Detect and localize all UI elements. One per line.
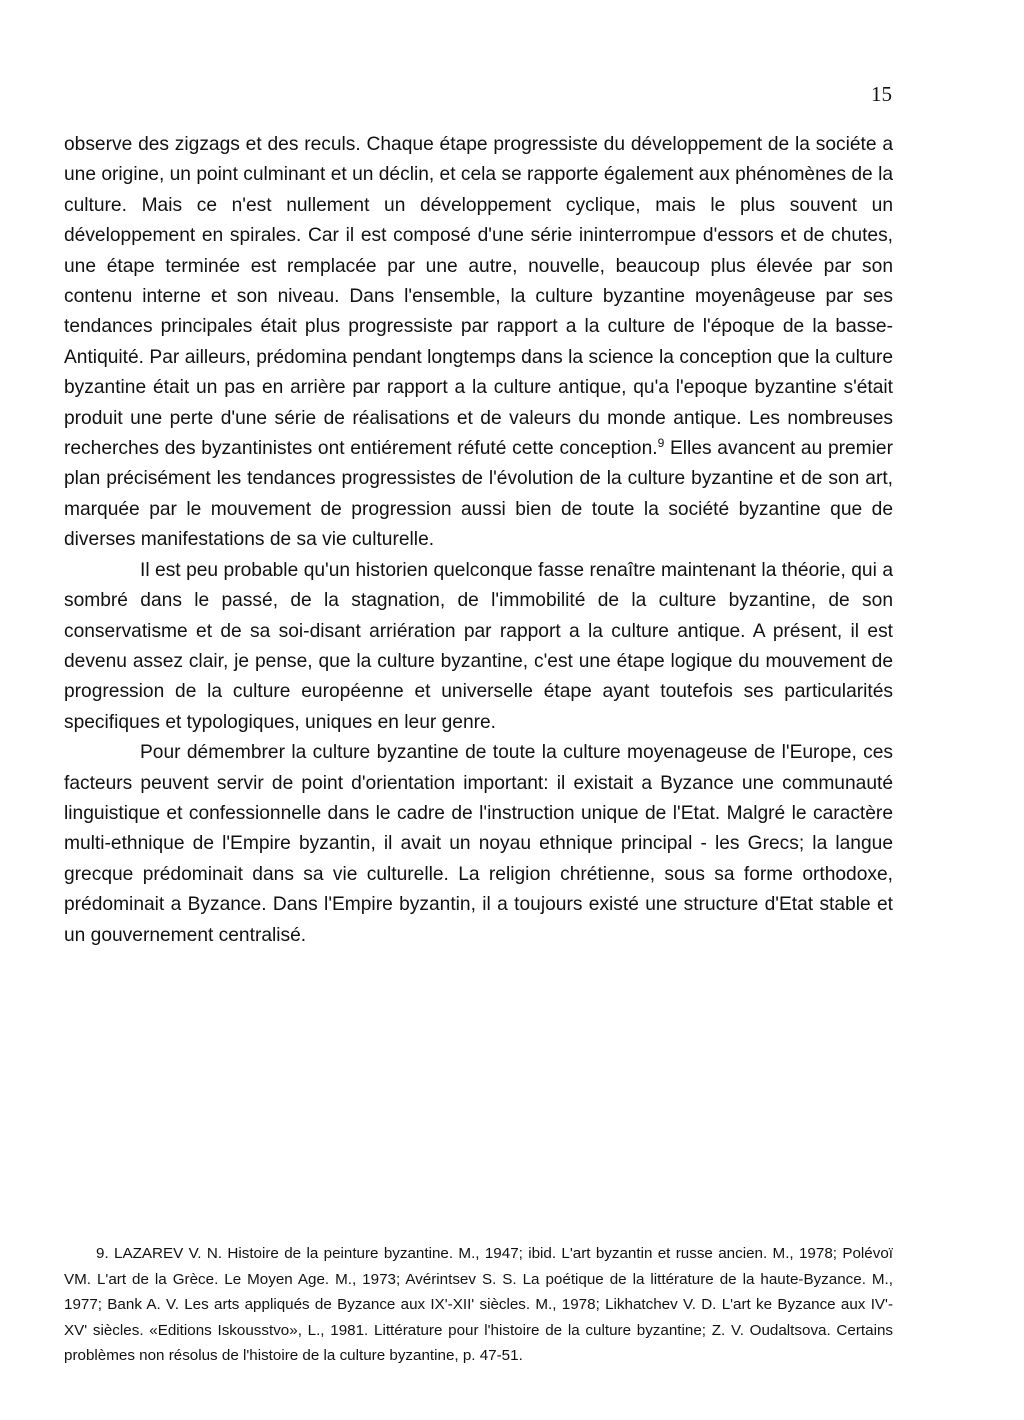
footnote-9: [64, 1241, 893, 1369]
paragraph-3: Pour démembrer la culture byzantine de toute la culture moyenageuse de l'Europe, ces facteurs peuvent servir de point d'orientation important: il existait a Byzance une communauté linguistique et confessionnelle dans le cadre de l'instruction unique de l'Etat. Malgré le caractère multi-ethnique de l'Empire byzantin, il avait un noyau ethnique principal - les Grecs; la langue grecque prédominait dans sa vie culturelle. La religion chrétienne, sous sa forme orthodoxe, prédominait a Byzance. Dans l'Empire byzantin, il a toujours existé une structure d'Etat stable et un gouvernement centralisé.: [64, 742, 893, 946]
footnote-text: LAZAREV V. N. Histoire de la peinture byzantine. M., 1947; ibid. L'art byzantin et russe ancien. M., 1978; Polévoï VM. L'art de la Grèce. Le Moyen Age. M., 1973; Avérintsev S. S. La poétique de la littérature de la haute-Byzance. M., 1977; Bank A. V. Les arts appliqués de Byzance aux IX'-XII' siècles. M., 1978; Likhatchev V. D. L'art ke Byzance aux IV'-XV' siècles. «Editions Iskousstvo», L., 1981. Littérature pour l'histoire de la culture byzantine; Z. V. Oudaltsova. Certains problèmes non résolus de l'histoire de la culture byzantine, p. 47-51.: [64, 1245, 893, 1365]
paragraph-2: Il est peu probable qu'un historien quelconque fasse renaître maintenant la théorie, qui a sombré dans le passé, de la stagnation, de l'immobilité de la culture byzantine, de son conservatisme et de sa soi-disant arriération par rapport a la culture antique. A présent, il est devenu assez clair, je pense, que la culture byzantine, c'est une étape logique du mouvement de progression de la culture européenne et universelle étape ayant toutefois ses particularités specifiques et typologiques, uniques en leur genre.: [64, 559, 893, 733]
body-text: [64, 130, 893, 951]
footnotes: [64, 1241, 893, 1369]
paragraph-1: [64, 130, 893, 556]
page-number: 15: [871, 82, 892, 106]
paragraph-1-text: observe des zigzags et des reculs. Chaque étape progressiste du développement de la sociéte a une origine, un point culminant et un déclin, et cela se rapporte également aux phénomènes de la culture. Mais ce n'est nullement un développement cyclique, mais le plus souvent un développement en spirales. Car il est composé d'une série ininterrompue d'essors et de chutes, une étape terminée est remplacée par une autre, nouvelle, beaucoup plus élevée par son contenu interne et son niveau. Dans l'ensemble, la culture byzantine moyenâgeuse par ses tendances principales était plus progressiste par rapport a la culture de l'époque de la basse-Antiquité. Par ailleurs, prédomina pendant longtemps dans la science la conception que la culture byzantine était un pas en arrière par rapport a la culture antique, qu'a l'epoque byzantine s'était produit une perte d'une série de réalisations et de valeurs du monde antique. Les nombreuses recherches des byzantinistes ont entiérement réfuté cette conception.: [64, 134, 893, 460]
paragraph-1-continuation: Elles avancent au premier plan précisément les tendances progressistes de l'évolution de la culture byzantine et de son art, marquée par le mouvement de progression aussi bien de toute la société byzantine que de diverses manifestations de sa vie culturelle.: [64, 438, 893, 551]
footnote-number: 9.: [96, 1245, 109, 1262]
footnote-reference: 9: [657, 436, 665, 451]
